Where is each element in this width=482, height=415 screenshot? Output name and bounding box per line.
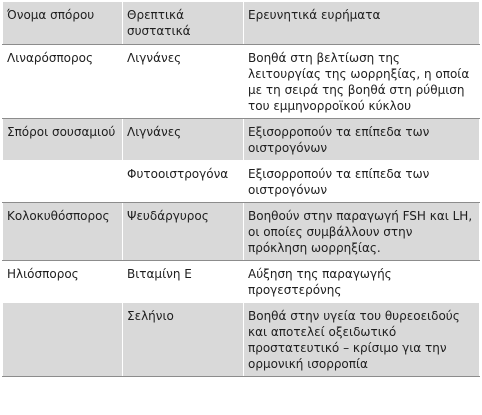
seeds-nutrients-table	[2, 1, 480, 377]
header-research-findings	[244, 2, 480, 45]
seed-cell	[3, 203, 123, 261]
nutrient-cell	[123, 261, 244, 303]
nutrient-name: Λιγνάνες	[127, 51, 182, 65]
finding-cell	[244, 45, 480, 119]
finding-cell	[244, 303, 480, 377]
finding-text: Αύξηση της παραγωγής προγεστερόνης	[248, 267, 392, 297]
nutrient-name: Ψευδάργυρος	[127, 209, 209, 223]
seed-name: Σπόροι σουσαμιού	[7, 125, 116, 139]
nutrient-cell	[123, 45, 244, 119]
header-nutrients-text: Θρεπτικά συστατικά	[127, 8, 191, 38]
finding-cell	[244, 261, 480, 303]
nutrient-name: Βιταμίνη E	[127, 267, 192, 281]
table-header-row	[3, 2, 480, 45]
finding-text: Εξισορροπούν τα επίπεδα των οιστρογόνων	[248, 125, 430, 155]
table-row	[3, 261, 480, 303]
nutrient-cell	[123, 119, 244, 161]
header-seed-name	[3, 2, 123, 45]
table-row	[3, 203, 480, 261]
header-research-findings-text: Ερευνητικά ευρήματα	[248, 8, 381, 22]
nutrient-cell	[123, 161, 244, 203]
header-nutrients	[123, 2, 244, 45]
nutrient-name: Λιγνάνες	[127, 125, 182, 139]
seed-cell	[3, 119, 123, 161]
header-seed-name-text: Όνομα σπόρου	[7, 8, 95, 22]
finding-cell	[244, 203, 480, 261]
table-row	[3, 119, 480, 161]
table-row	[3, 45, 480, 119]
finding-cell	[244, 161, 480, 203]
seed-cell	[3, 45, 123, 119]
seed-name: Λιναρόσπορος	[7, 51, 94, 65]
nutrient-name: Φυτοοιστρογόνα	[127, 167, 229, 181]
finding-text: Βοηθά στην υγεία του θυρεοειδούς και αποτελεί οξειδωτικό προστατευτικό – κρίσιμο για την ορμονική ισορροπία	[248, 309, 460, 371]
seed-name: Κολοκυθόσπορος	[7, 209, 110, 223]
seed-cell	[3, 303, 123, 377]
table-row	[3, 161, 480, 203]
seed-cell	[3, 161, 123, 203]
finding-text: Βοηθούν στην παραγωγή FSH και LH, οι οποίες συμβάλλουν στην πρόκληση ωορρηξίας.	[248, 209, 473, 255]
finding-text: Εξισορροπούν τα επίπεδα των οιστρογόνων	[248, 167, 430, 197]
seed-cell	[3, 261, 123, 303]
seed-name: Ηλιόσπορος	[7, 267, 79, 281]
nutrient-cell	[123, 203, 244, 261]
finding-text: Βοηθά στη βελτίωση της λειτουργίας της ωορρηξίας, η οποία με τη σειρά της βοηθά στη ρύθμιση του εμμηνορροϊκού κύκλου	[248, 51, 470, 113]
finding-cell	[244, 119, 480, 161]
nutrient-name: Σελήνιο	[127, 309, 174, 323]
nutrient-cell	[123, 303, 244, 377]
table-row	[3, 303, 480, 377]
